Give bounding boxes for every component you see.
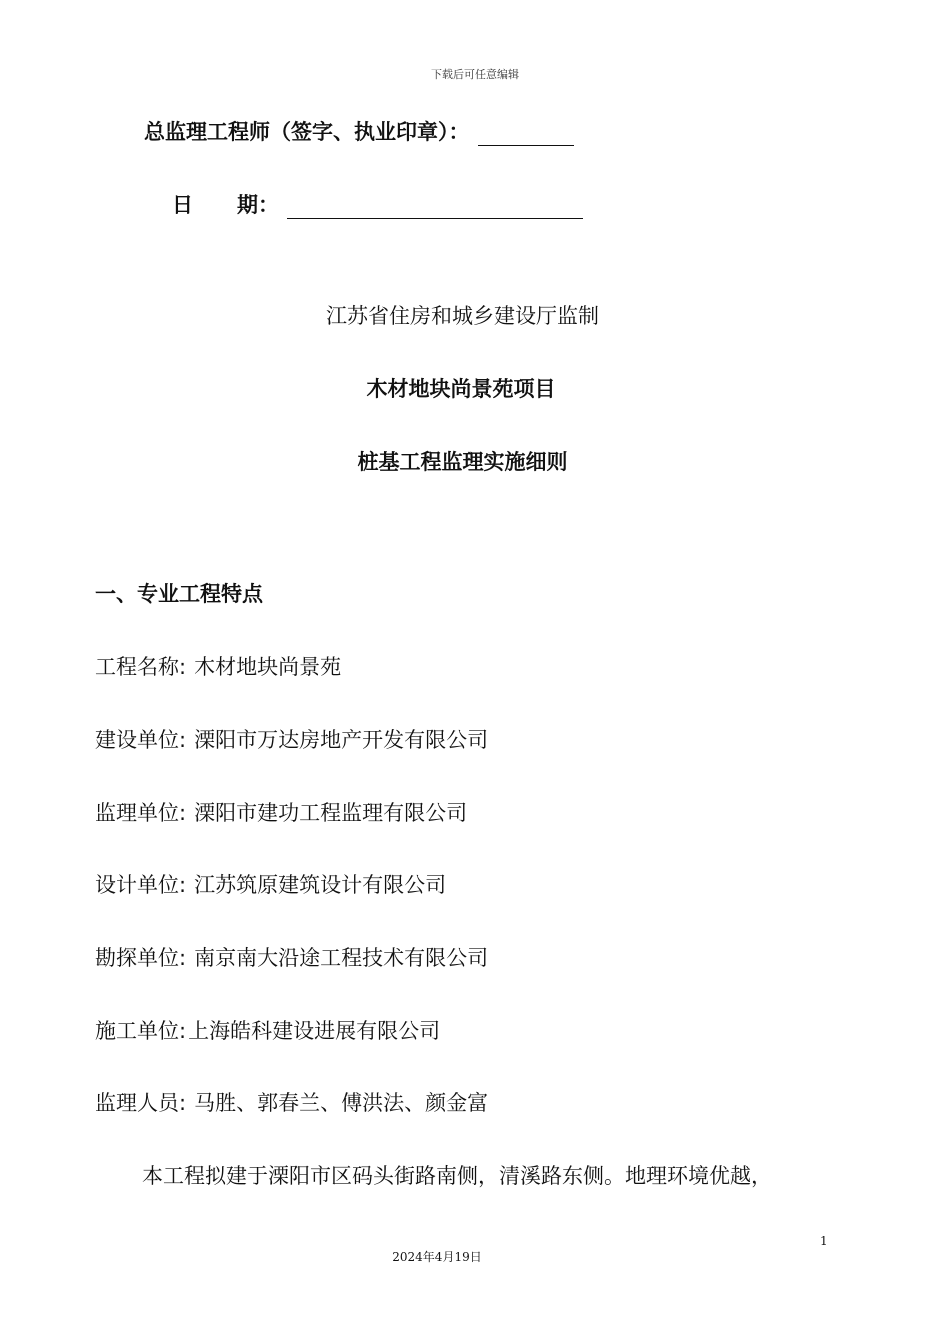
field-separator: :	[179, 1019, 187, 1043]
field-value: 马胜、郭春兰、傅洪法、颜金富	[194, 1091, 489, 1115]
field-label: 设计单位	[95, 873, 179, 897]
field-separator: :	[179, 728, 187, 752]
date-line	[172, 189, 583, 219]
field-label: 建设单位	[95, 728, 179, 752]
supervisor-line: 江苏省住房和城乡建设厅监制	[326, 304, 599, 328]
field-label: 工程名称	[95, 655, 179, 679]
field-value: 木材地块尚景苑	[194, 655, 342, 679]
field-supervisor-unit	[95, 797, 467, 827]
field-separator: :	[179, 655, 187, 679]
field-label: 施工单位	[95, 1019, 179, 1043]
header-note: 下载后可任意编辑	[431, 68, 519, 81]
field-survey-unit	[95, 942, 488, 972]
date-label-left: 日	[172, 193, 193, 217]
signature-blank	[478, 119, 574, 146]
field-separator: :	[179, 1091, 187, 1115]
field-builder	[95, 724, 488, 754]
signature-line	[144, 116, 574, 146]
field-separator: :	[179, 946, 187, 970]
project-title: 木材地块尚景苑项目	[366, 377, 556, 401]
field-construction-unit	[95, 1015, 440, 1045]
field-separator: :	[179, 873, 187, 897]
project-subtitle: 桩基工程监理实施细则	[357, 450, 568, 474]
field-separator: :	[179, 801, 187, 825]
field-label: 勘探单位	[95, 946, 179, 970]
signature-label: 总监理工程师（签字、执业印章）：	[144, 120, 470, 144]
field-value: 溧阳市万达房地产开发有限公司	[194, 728, 489, 752]
page-number: 1	[820, 1234, 828, 1248]
field-supervisors	[95, 1087, 488, 1117]
footer-date: 2024年4月19日	[392, 1250, 482, 1264]
date-label-right: 期：	[237, 193, 279, 217]
field-label: 监理单位	[95, 801, 179, 825]
section-heading: 一、专业工程特点	[95, 582, 263, 606]
field-value: 江苏筑原建筑设计有限公司	[194, 873, 447, 897]
date-blank	[287, 192, 583, 219]
field-label: 监理人员	[95, 1091, 179, 1115]
field-value: 溧阳市建功工程监理有限公司	[194, 801, 468, 825]
body-paragraph: 本工程拟建于溧阳市区码头街路南侧，清溪路东侧。地理环境优越，	[142, 1164, 772, 1188]
field-value: 南京南大沿途工程技术有限公司	[194, 946, 489, 970]
field-project-name	[95, 651, 341, 681]
field-value: 上海皓科建设进展有限公司	[188, 1019, 441, 1043]
field-design-unit	[95, 869, 446, 899]
